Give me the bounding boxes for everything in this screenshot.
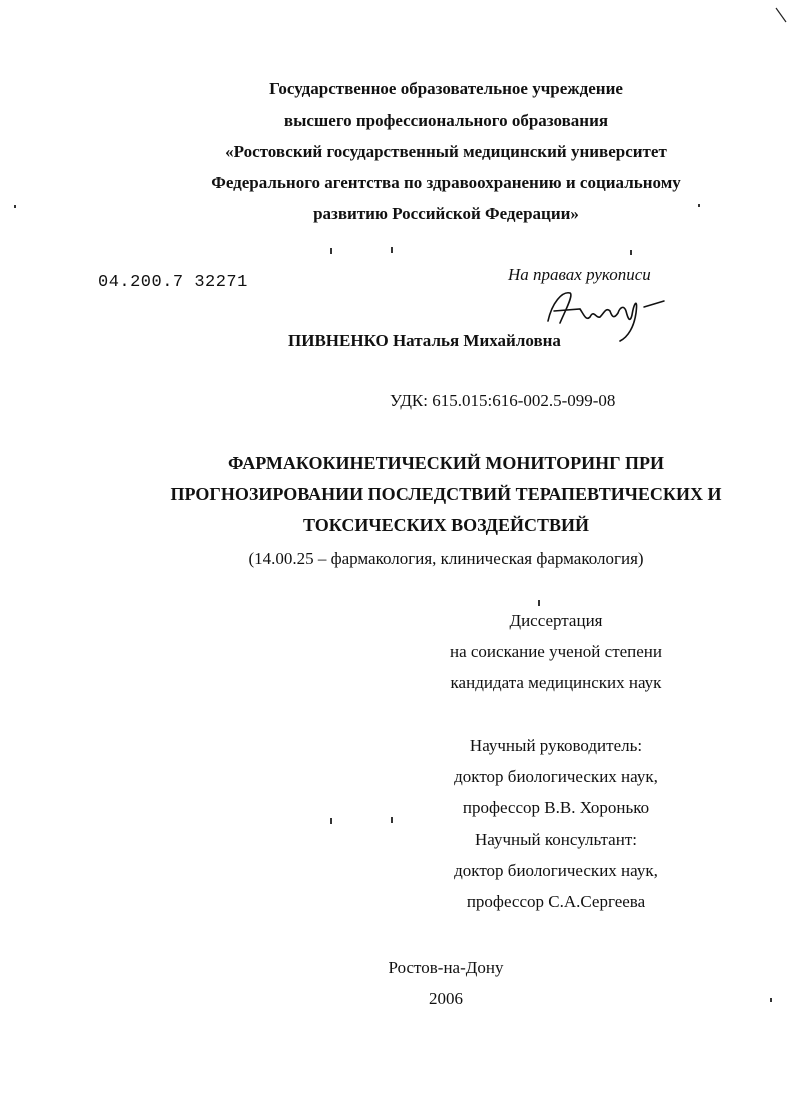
- title-line-3: ТОКСИЧЕСКИХ ВОЗДЕЙСТВИЙ: [303, 515, 589, 535]
- supervisor-title: доктор биологических наук,: [454, 767, 658, 786]
- institution-line-1: Государственное образовательное учреждение: [269, 79, 623, 98]
- degree-line-1: Диссертация: [509, 611, 603, 630]
- scan-speck: [770, 998, 772, 1002]
- institution-line-2: высшего профессионального образования: [283, 111, 609, 130]
- scan-speck: [330, 818, 332, 824]
- title-line-1: ФАРМАКОКИНЕТИЧЕСКИЙ МОНИТОРИНГ ПРИ: [227, 453, 665, 473]
- consultant-name: профессор С.А.Сергеева: [466, 892, 646, 911]
- scan-speck: [391, 817, 393, 823]
- scan-speck: [14, 205, 16, 208]
- city: Ростов-на-Дону: [388, 958, 504, 977]
- supervisor-name: профессор В.В. Хоронько: [462, 798, 650, 817]
- udk-code: УДК: 615.015:616-002.5-099-08: [390, 391, 616, 410]
- scan-corner-mark: [774, 6, 788, 26]
- scan-speck: [330, 248, 332, 254]
- specialty: (14.00.25 – фармакология, клиническая фармакология): [248, 549, 644, 568]
- degree-line-3: кандидата медицинских наук: [450, 673, 662, 692]
- archive-code: 04.200.7 32271: [98, 273, 248, 292]
- year: 2006: [429, 989, 463, 1008]
- supervisor-label: Научный руководитель:: [469, 736, 643, 755]
- scan-speck: [630, 250, 632, 255]
- scan-speck: [391, 247, 393, 253]
- scan-speck: [538, 600, 540, 606]
- institution-line-4: Федерального агентства по здравоохранению и социальному: [211, 173, 681, 192]
- institution-line-3: «Ростовский государственный медицинский университет: [225, 142, 667, 161]
- scan-speck: [698, 204, 700, 207]
- consultant-title: доктор биологических наук,: [454, 861, 658, 880]
- manuscript-note: На правах рукописи: [508, 265, 651, 284]
- institution-line-5: развитию Российской Федерации»: [313, 204, 579, 223]
- degree-line-2: на соискание ученой степени: [449, 642, 663, 661]
- author-name: ПИВНЕНКО Наталья Михайловна: [288, 331, 561, 350]
- consultant-label: Научный консультант:: [475, 830, 637, 849]
- title-line-2: ПРОГНОЗИРОВАНИИ ПОСЛЕДСТВИЙ ТЕРАПЕВТИЧЕСКИХ И: [170, 484, 722, 504]
